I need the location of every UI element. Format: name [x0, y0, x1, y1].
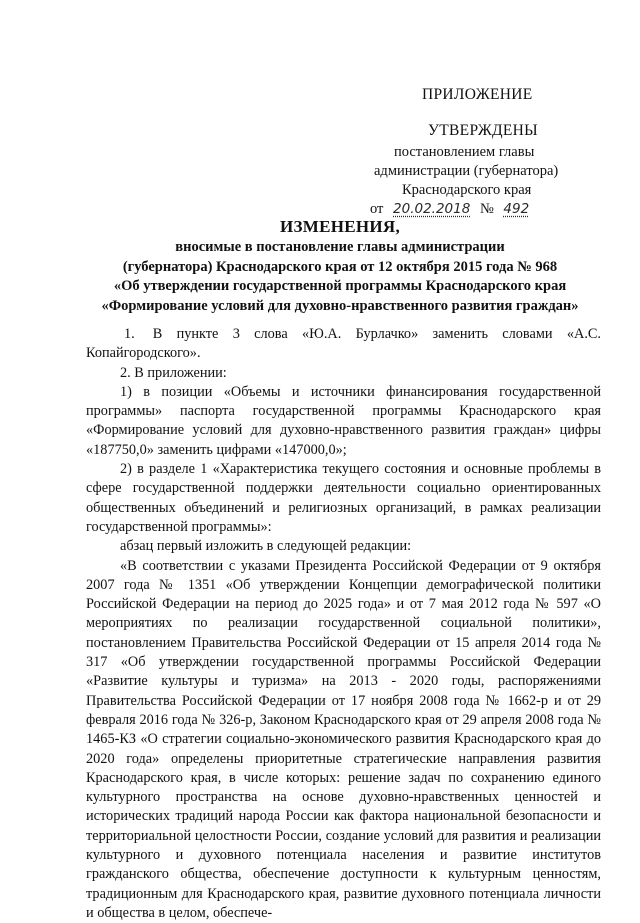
- paragraph-sub-1: 1) в позиции «Объемы и источники финансирования государственной программы» паспорта государственной программы Краснодарского края «Формирование условий для духовно-нравственного развития граждан» цифры «187750,0» заменить цифрами «147000,0»;: [86, 383, 601, 458]
- title-line-1: вносимые в постановление главы администрации: [175, 239, 505, 255]
- approved-label: УТВЕРЖДЕНЫ: [428, 122, 538, 139]
- approval-line-administration: администрации (губернатора): [374, 163, 559, 179]
- paragraph-item-2: 2. В приложении:: [120, 364, 227, 381]
- approval-line-region: Краснодарского края: [402, 182, 532, 198]
- title-line-3: «Об утверждении государственной программы Краснодарского края: [113, 278, 567, 294]
- item-1-text: В пункте 3 слова «Ю.А. Бурлачко» заменить словами «А.С. Копайгородского».: [86, 326, 601, 362]
- item-1-number: 1.: [124, 326, 135, 342]
- from-label: от: [370, 201, 384, 217]
- document-body: [86, 325, 601, 923]
- appendix-label: ПРИЛОЖЕНИЕ: [422, 86, 533, 103]
- title-main: ИЗМЕНЕНИЯ,: [279, 217, 401, 236]
- paragraph-quote: «В соответствии с указами Президента Российской Федерации от 9 октября 2007 года № 1351 «Об утверждении Концепции демографической политики Российской Федерации на период до 2025 года» и от 7 мая 2012 года № 597 «О мероприятиях по реализации государственной социальной политики», постановлением Правительства Российской Федерации от 15 апреля 2014 года № 317 «Об утверждении государственной программы Российской Федерации «Развитие культуры и туризма» на 2013 - 2020 годы, распоряжениями Правительства Российской Федерации от 17 ноября 2008 года № 1662-р и от 29 февраля 2016 года № 326-р, Законом Краснодарского края от 29 апреля 2008 года № 1465-КЗ «О стратегии социально-экономического развития Краснодарского края до 2020 года» определены приоритетные стратегические направления развития Краснодарского края, в числе которых: решение задач по сохранению единого культурного пространства на основе духовно-нравственных ценностей и исторических традиций народа России как фактора национальной безопасности и территориальной целостности России, создание условий для развития и реализации культурного и духовного потенциала населения и развитие институтов гражданского общества, обеспечение доступности к культурным ценностям, традиционным для Краснодарского края, развитие духовного потенциала личности и общества в целом, обеспече-: [86, 557, 601, 921]
- handwritten-number: 492: [503, 201, 530, 217]
- handwritten-date: 20.02.2018: [393, 201, 471, 217]
- title-line-2: (губернатора) Краснодарского края от 12 октября 2015 года № 968: [122, 258, 558, 275]
- paragraph-item-1: [86, 325, 601, 364]
- title-line-4: «Формирование условий для духовно-нравственного развития граждан»: [101, 297, 579, 314]
- paragraph-abzac: абзац первый изложить в следующей редакции:: [120, 538, 412, 555]
- number-label: №: [479, 201, 494, 217]
- paragraph-sub-2: 2) в разделе 1 «Характеристика текущего состояния и основные проблемы в сфере государственной поддержки деятельности социально ориентированных общественных объединений и религиозных организаций, в рамках реализации государственной программы»:: [86, 461, 601, 535]
- document-title: [60, 216, 620, 316]
- approval-line-resolution: постановлением главы: [394, 144, 535, 160]
